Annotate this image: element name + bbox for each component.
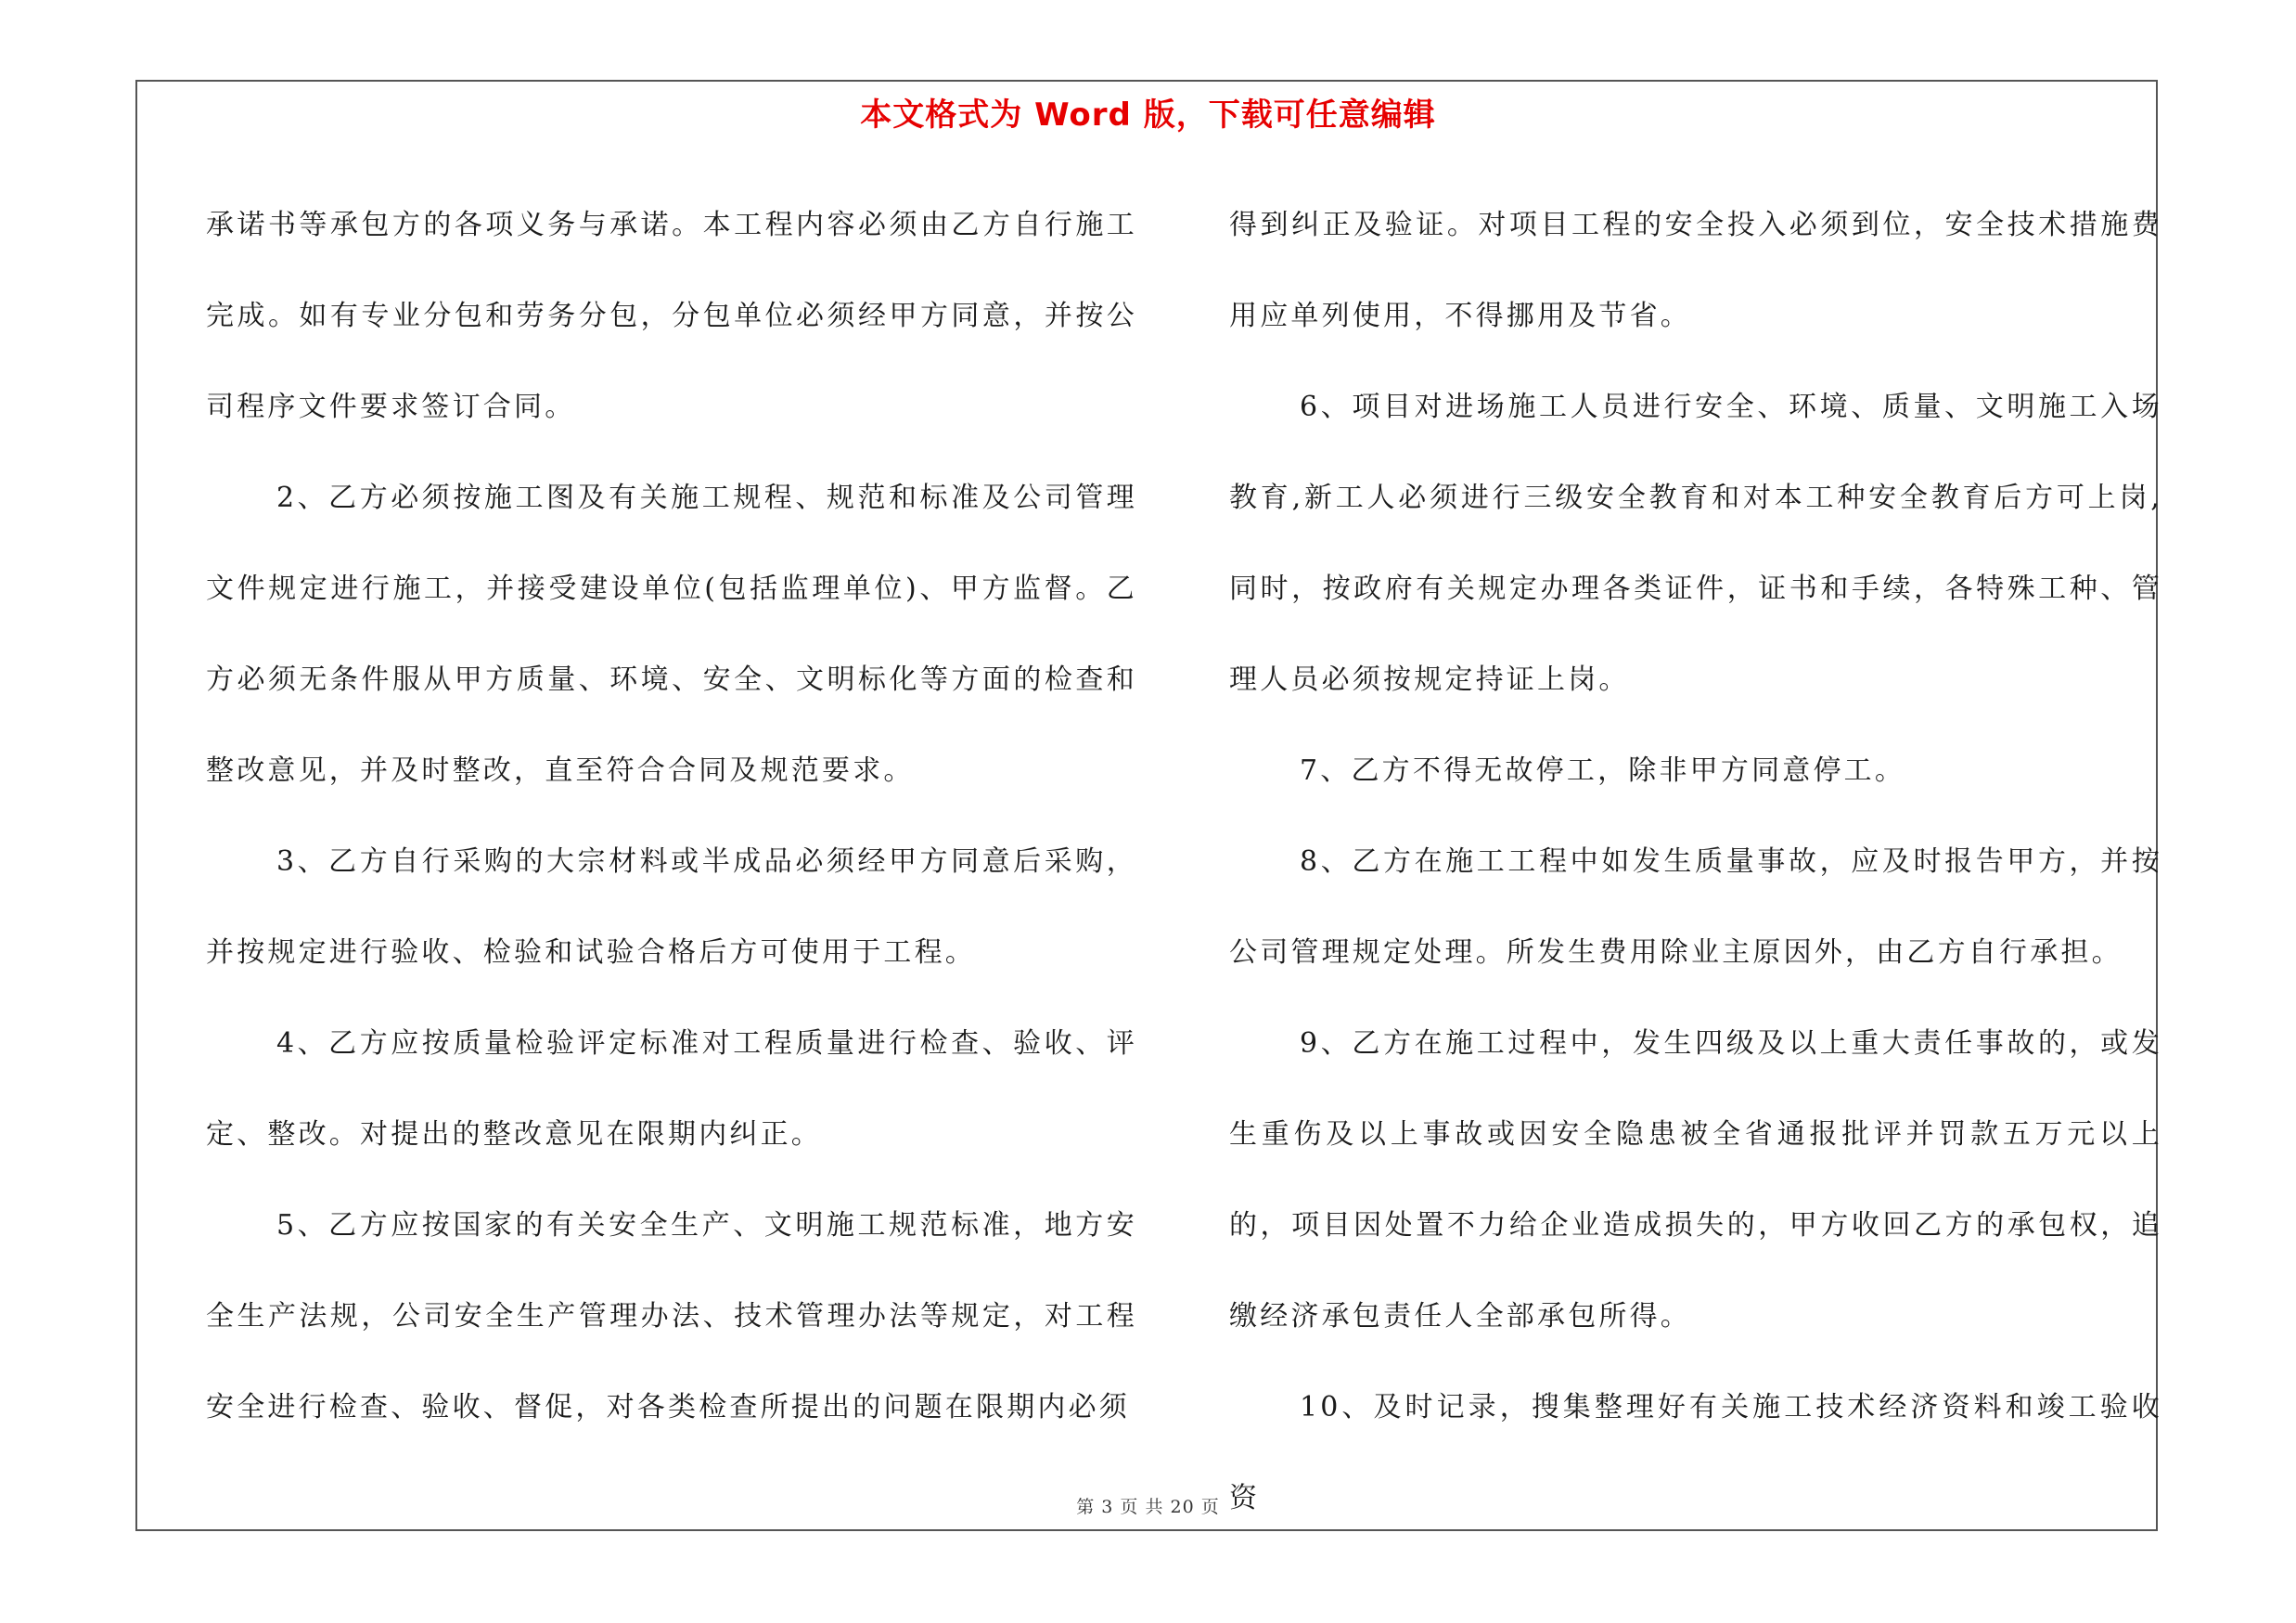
paragraph: 7、乙方不得无故停工，除非甲方同意停工。 [1300,754,1906,787]
page-number: 第 3 页 共 20 页 [1076,1497,1220,1517]
paragraph: 9、乙方在施工过程中，发生四级及以上重大责任事故的，或发生重伤及以上事故或因安全隐患被全省通报批评并罚款五万元以上的，项目因处置不力给企业造成损失的，甲方收回乙方的承包权，追缴经济承包责任人全部承包所得。 [1229,1027,2162,1333]
paragraph: 6、项目对进场施工人员进行安全、环境、质量、文明施工入场教育,新工人必须进行三级安全教育和对本工种安全教育后方可上岗,同时，按政府有关规定办理各类证件，证书和手续，各特殊工种、管理人员必须按规定持证上岗。 [1229,391,2162,696]
paragraph: 承诺书等承包方的各项义务与承诺。本工程内容必须由乙方自行施工完成。如有专业分包和劳务分包，分包单位必须经甲方同意，并按公司程序文件要求签订合同。 [206,209,1137,423]
paragraph: 得到纠正及验证。对项目工程的安全投入必须到位，安全技术措施费用应单列使用，不得挪用及节省。 [1229,209,2162,332]
paragraph: 5、乙方应按国家的有关安全生产、文明施工规范标准，地方安全生产法规，公司安全生产管理办法、技术管理办法等规定，对工程安全进行检查、验收、督促，对各类检查所提出的问题在限期内必须 [206,1209,1137,1423]
paragraph: 10、及时记录，搜集整理好有关施工技术经济资料和竣工验收资 [1229,1391,2162,1514]
left-column [206,180,1137,1453]
paragraph: 4、乙方应按质量检验评定标准对工程质量进行检查、验收、评定、整改。对提出的整改意见在限期内纠正。 [206,1027,1137,1151]
right-column [1229,180,2162,1544]
paragraph: 2、乙方必须按施工图及有关施工规程、规范和标准及公司管理文件规定进行施工，并接受建设单位(包括监理单位)、甲方监督。乙方必须无条件服从甲方质量、环境、安全、文明标化等方面的检查和整改意见，并及时整改，直至符合合同及规范要求。 [206,482,1137,787]
paragraph: 8、乙方在施工工程中如发生质量事故，应及时报告甲方，并按公司管理规定处理。所发生费用除业主原因外，由乙方自行承担。 [1229,845,2162,969]
paragraph: 3、乙方自行采购的大宗材料或半成品必须经甲方同意后采购，并按规定进行验收、检验和试验合格后方可使用于工程。 [206,845,1137,969]
header-banner: 本文格式为 Word 版，下载可任意编辑 [860,97,1436,134]
